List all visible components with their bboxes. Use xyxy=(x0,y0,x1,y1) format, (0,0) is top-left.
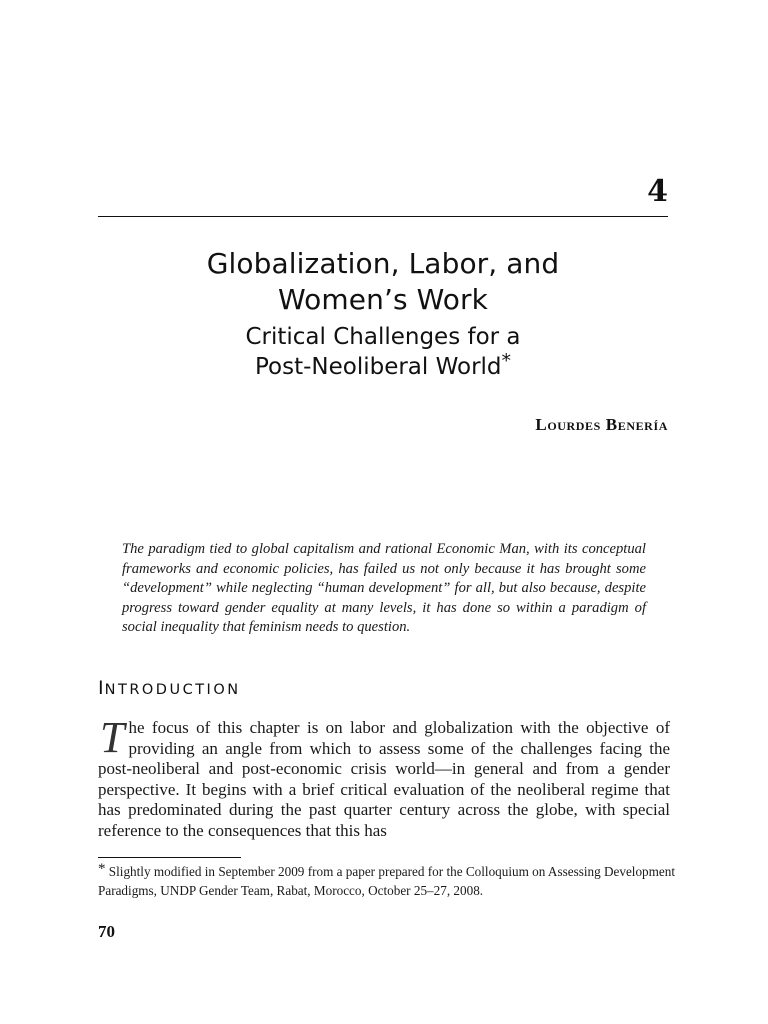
body-paragraph-text: he focus of this chapter is on labor and globalization with the objective of providing an angle from which to assess some of the challenges facing the post-neoliberal and post-economic crisis world—in general and from a gender perspective. It begins with a brief critical evaluation of the neoliberal regime that has predominated during the past quarter century across the globe, with special reference to the consequences that this has xyxy=(98,718,670,840)
chapter-subtitle-line-2: Post-Neoliberal World xyxy=(254,354,502,380)
drop-cap-letter: T xyxy=(100,713,125,762)
body-paragraph xyxy=(98,713,670,841)
chapter-subtitle xyxy=(98,322,668,382)
chapter-abstract: The paradigm tied to global capitalism and rational Economic Man, with its conceptual frameworks and economic policies, has failed us not only because it has brought some “development” while neglecting “human development” for all, but also because, despite progress toward gender equality at many levels, it has done so within a paradigm of social inequality that feminism needs to question. xyxy=(122,541,646,635)
title-footnote-marker[interactable]: * xyxy=(501,350,512,372)
chapter-title-line-1: Globalization, Labor, and xyxy=(206,247,560,280)
chapter-number: 4 xyxy=(647,174,668,209)
section-heading-initial: I xyxy=(98,677,105,699)
page-number: 70 xyxy=(98,922,115,941)
chapter-divider xyxy=(98,216,668,217)
footnote xyxy=(98,862,676,900)
footnote-divider xyxy=(98,857,241,858)
footnote-text: Slightly modified in September 2009 from a paper prepared for the Colloquium on Assessing Development Paradigms, UNDP Gender Team, Rabat, Morocco, October 25–27, 2008. xyxy=(98,864,676,898)
section-heading-introduction xyxy=(98,677,241,699)
chapter-title-block xyxy=(98,246,668,382)
chapter-subtitle-line-1: Critical Challenges for a xyxy=(245,324,521,350)
chapter-title-line-2: Women’s Work xyxy=(278,283,488,316)
chapter-subtitle-line-2-wrap xyxy=(98,352,668,382)
author-name: Lourdes Benería xyxy=(535,415,668,434)
footnote-marker: * xyxy=(98,861,106,877)
section-heading-rest: NTRODUCTION xyxy=(104,682,241,698)
